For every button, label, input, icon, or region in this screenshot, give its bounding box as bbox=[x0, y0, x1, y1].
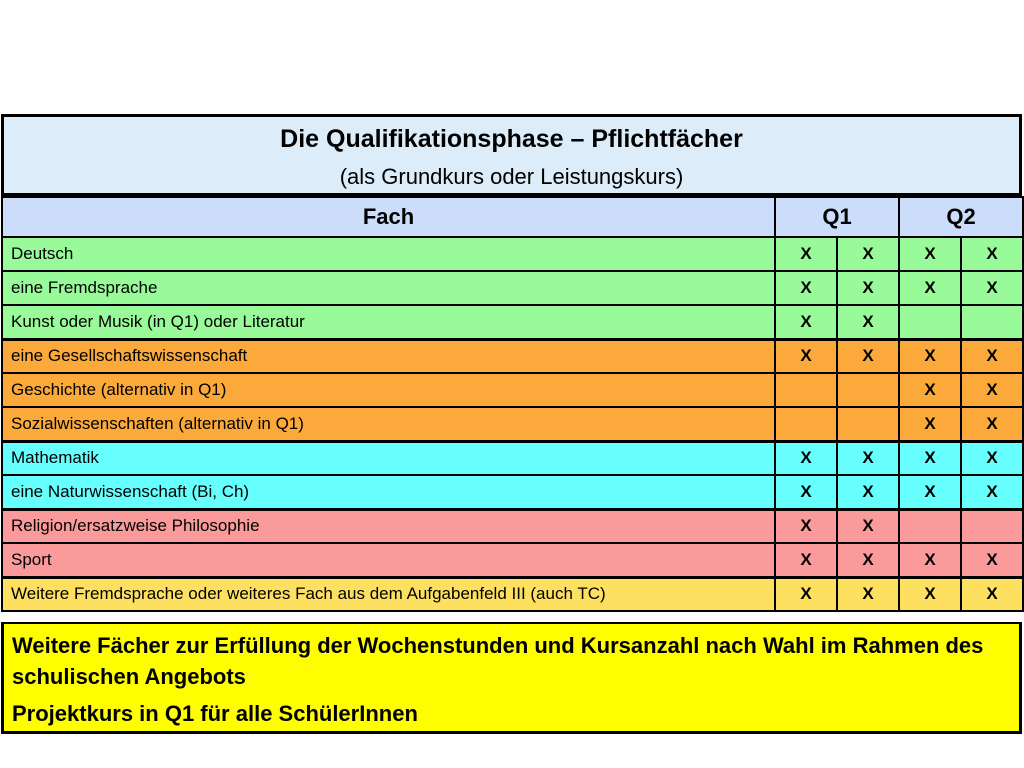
mark-cell: X bbox=[837, 237, 899, 271]
mark-cell: X bbox=[837, 509, 899, 543]
column-header-fach: Fach bbox=[2, 197, 775, 237]
table-row bbox=[2, 475, 1023, 509]
mark-cell: X bbox=[837, 305, 899, 339]
mark-cell: X bbox=[775, 237, 837, 271]
mark-cell: X bbox=[899, 373, 961, 407]
mark-cell: X bbox=[899, 237, 961, 271]
mark-cell: X bbox=[837, 577, 899, 611]
mark-cell: X bbox=[899, 407, 961, 441]
mark-cell bbox=[961, 509, 1023, 543]
table-row bbox=[2, 577, 1023, 611]
subject-cell: Deutsch bbox=[2, 237, 775, 271]
mark-cell: X bbox=[775, 577, 837, 611]
mark-cell: X bbox=[961, 441, 1023, 475]
mark-cell: X bbox=[837, 339, 899, 373]
mark-cell: X bbox=[899, 271, 961, 305]
mark-cell: X bbox=[775, 339, 837, 373]
mark-cell: X bbox=[899, 441, 961, 475]
mark-cell bbox=[775, 407, 837, 441]
mark-cell: X bbox=[961, 475, 1023, 509]
mark-cell: X bbox=[961, 237, 1023, 271]
subject-cell: eine Gesellschaftswissenschaft bbox=[2, 339, 775, 373]
table-row bbox=[2, 237, 1023, 271]
mark-cell: X bbox=[775, 305, 837, 339]
mark-cell: X bbox=[837, 543, 899, 577]
mark-cell: X bbox=[961, 407, 1023, 441]
mark-cell: X bbox=[837, 441, 899, 475]
page-subtitle: (als Grundkurs oder Leistungskurs) bbox=[339, 164, 684, 189]
mark-cell: X bbox=[837, 475, 899, 509]
table-row bbox=[2, 543, 1023, 577]
column-header-q2: Q2 bbox=[899, 197, 1023, 237]
mark-cell: X bbox=[899, 475, 961, 509]
mark-cell: X bbox=[775, 509, 837, 543]
mark-cell: X bbox=[961, 339, 1023, 373]
mark-cell: X bbox=[775, 475, 837, 509]
column-header-q1: Q1 bbox=[775, 197, 899, 237]
mark-cell: X bbox=[961, 271, 1023, 305]
mark-cell bbox=[837, 407, 899, 441]
mark-cell: X bbox=[961, 373, 1023, 407]
table-row bbox=[2, 271, 1023, 305]
table-row bbox=[2, 509, 1023, 543]
mark-cell bbox=[899, 509, 961, 543]
mark-cell: X bbox=[961, 577, 1023, 611]
subject-cell: eine Fremdsprache bbox=[2, 271, 775, 305]
subject-cell: eine Naturwissenschaft (Bi, Ch) bbox=[2, 475, 775, 509]
mark-cell: X bbox=[837, 271, 899, 305]
subject-cell: Sozialwissenschaften (alternativ in Q1) bbox=[2, 407, 775, 441]
subject-cell: Geschichte (alternativ in Q1) bbox=[2, 373, 775, 407]
mark-cell: X bbox=[899, 577, 961, 611]
footer-note bbox=[1, 622, 1022, 734]
subject-cell: Weitere Fremdsprache oder weiteres Fach aus dem Aufgabenfeld III (auch TC) bbox=[2, 577, 775, 611]
table-row bbox=[2, 407, 1023, 441]
mark-cell: X bbox=[775, 271, 837, 305]
mark-cell bbox=[837, 373, 899, 407]
table-row bbox=[2, 441, 1023, 475]
page-title: Die Qualifikationsphase – Pflichtfächer bbox=[280, 125, 743, 153]
table-row bbox=[2, 305, 1023, 339]
subject-cell: Sport bbox=[2, 543, 775, 577]
mark-cell bbox=[961, 305, 1023, 339]
table-row bbox=[2, 339, 1023, 373]
mark-cell bbox=[775, 373, 837, 407]
subject-table bbox=[1, 196, 1024, 612]
table-body bbox=[2, 237, 1023, 611]
mark-cell: X bbox=[775, 543, 837, 577]
subject-cell: Religion/ersatzweise Philosophie bbox=[2, 509, 775, 543]
mark-cell: X bbox=[961, 543, 1023, 577]
footer-line-1: Weitere Fächer zur Erfüllung der Wochenstunden und Kursanzahl nach Wahl im Rahmen des schulischen Angebots bbox=[12, 633, 984, 689]
subject-cell: Mathematik bbox=[2, 441, 775, 475]
mark-cell bbox=[899, 305, 961, 339]
title-box bbox=[1, 114, 1022, 196]
mark-cell: X bbox=[899, 543, 961, 577]
mark-cell: X bbox=[899, 339, 961, 373]
subject-cell: Kunst oder Musik (in Q1) oder Literatur bbox=[2, 305, 775, 339]
mark-cell: X bbox=[775, 441, 837, 475]
table-header-row bbox=[2, 197, 1023, 237]
table-row bbox=[2, 373, 1023, 407]
footer-line-2: Projektkurs in Q1 für alle SchülerInnen bbox=[12, 701, 418, 726]
